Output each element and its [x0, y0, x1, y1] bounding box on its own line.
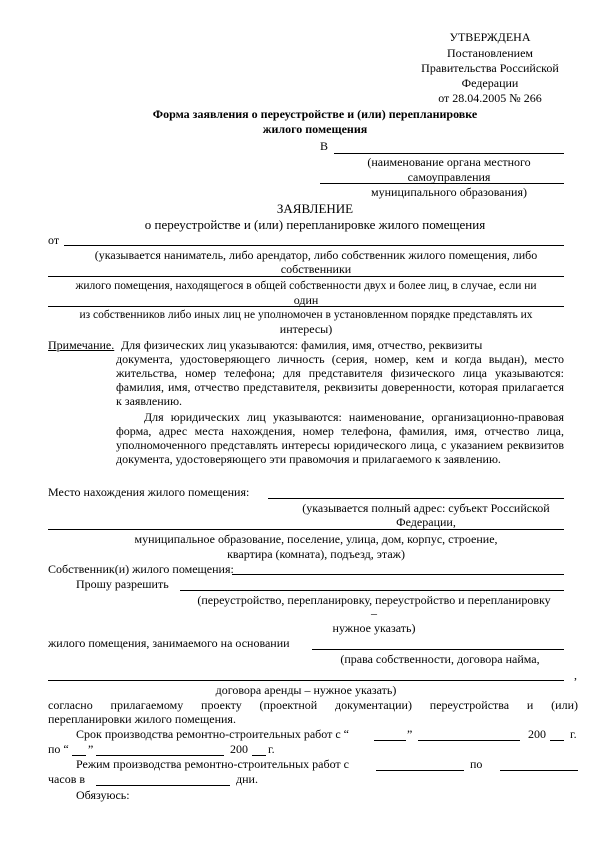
basis-label: жилого помещения, занимаемого на основании — [48, 636, 290, 650]
term-end-year-field[interactable] — [252, 755, 266, 756]
note-p1-first: Для физических лиц указываются: фамилия, имя, отчество, реквизиты — [121, 338, 483, 352]
term-start-year-field[interactable] — [550, 740, 564, 741]
statement-heading: ЗАЯВЛЕНИЕ — [276, 201, 354, 216]
from-hint-4: один — [293, 293, 319, 307]
request-field[interactable] — [180, 590, 564, 591]
from-field[interactable] — [64, 245, 564, 246]
term-quote-2: ” — [88, 742, 94, 756]
term-label: Срок производства ремонтно-строительных работ с “ — [76, 727, 349, 741]
request-hint-2: нужное указать) — [332, 621, 416, 635]
to-authority-field[interactable] — [334, 153, 564, 154]
term-g-2: г. — [268, 742, 275, 756]
basis-field-2[interactable] — [48, 680, 564, 681]
term-end-day-field[interactable] — [72, 755, 86, 756]
basis-field[interactable] — [312, 649, 564, 650]
to-hint-1: (наименование органа местного — [367, 155, 531, 169]
term-year-1: 200 — [528, 727, 546, 741]
from-hint-1: (указывается наниматель, либо арендатор, либо собственник жилого помещения, либо — [94, 248, 538, 262]
basis-hint-2: договора аренды – нужное указать) — [215, 683, 397, 697]
approval-line-4: Федерации — [461, 76, 519, 90]
approval-line-5: от 28.04.2005 № 266 — [438, 91, 542, 105]
term-quote-1: ” — [407, 727, 413, 741]
term-g-1: г. — [570, 727, 577, 741]
request-hint-1: (переустройство, перепланировку, переустройство и перепланировку — [197, 593, 551, 607]
project-line-1: согласно прилагаемому проекту (проектной документации) переустройства и (или) — [48, 698, 578, 712]
mode-from-field[interactable] — [376, 770, 464, 771]
location-field[interactable] — [268, 498, 564, 499]
approval-line-1: УТВЕРЖДЕНА — [449, 30, 531, 44]
form-title-line-1: Форма заявления о переустройстве и (или) перепланировке — [152, 107, 478, 121]
from-hint-3: жилого помещения, находящегося в общей собственности двух и более лиц, в случае, если ни — [75, 280, 537, 292]
statement-subheading: о переустройстве и (или) перепланировке жилого помещения — [144, 217, 486, 232]
location-hint-4: квартира (комната), подъезд, этаж) — [227, 547, 405, 561]
location-hint-2: Федерации, — [396, 515, 456, 529]
location-label: Место нахождения жилого помещения: — [48, 485, 250, 499]
mode-po: по — [470, 757, 483, 771]
from-prefix: от — [48, 233, 60, 247]
request-hint-dash: – — [371, 606, 377, 620]
from-field-3[interactable] — [48, 306, 564, 307]
location-hint-1: (указывается полный адрес: субъект Российской — [302, 501, 550, 515]
from-field-2[interactable] — [48, 276, 564, 277]
location-hint-3: муниципальное образование, поселение, улица, дом, корпус, строение, — [134, 532, 498, 546]
to-hint-2: самоуправления — [407, 170, 491, 184]
basis-comma: , — [574, 668, 577, 682]
term-year-2: 200 — [230, 742, 248, 756]
note-p2: Для юридических лиц указываются: наименование, организационно-правовая форма, адрес места нахождения, номер телефона, фамилия, имя, отчество лица, уполномоченного представлять интересы юридического лица, с указанием реквизитов документа, удостоверяющего эти правомочия и прилагаемого к заявлению. — [116, 410, 564, 466]
request-label: Прошу разрешить — [76, 577, 169, 591]
to-authority-field-2[interactable] — [320, 183, 564, 184]
mode-days: дни. — [236, 772, 258, 786]
location-field-2[interactable] — [48, 529, 564, 530]
obligation-label: Обязуюсь: — [76, 788, 130, 802]
mode-label: Режим производства ремонтно-строительных работ с — [76, 757, 349, 771]
term-end-month-field[interactable] — [96, 755, 224, 756]
owners-label: Собственник(и) жилого помещения: — [48, 562, 234, 576]
from-hint-6: интересы) — [279, 322, 333, 336]
mode-hours: часов в — [48, 772, 86, 786]
to-prefix: В — [320, 139, 329, 153]
from-hint-2: собственники — [280, 262, 352, 276]
from-hint-5: из собственников либо иных лиц не уполномочен в установленном порядке представлять их — [79, 309, 533, 321]
note-p1-rest: документа, удостоверяющего личность (серия, номер, кем и когда выдан), место жительства, номер телефона; для представителя физического лица указываются: фамилия, имя, отчество представителя, реквизиты доверенности, которая прилагается к заявлению. — [116, 352, 564, 408]
approval-line-3: Правительства Российской — [421, 61, 559, 75]
project-line-2: перепланировки жилого помещения. — [48, 712, 236, 726]
term-start-day-field[interactable] — [374, 740, 406, 741]
term-start-month-field[interactable] — [418, 740, 520, 741]
form-title-line-2: жилого помещения — [262, 122, 368, 136]
to-hint-3: муниципального образования) — [371, 185, 527, 199]
basis-hint-1: (права собственности, договора найма, — [340, 652, 540, 666]
term-po: по “ — [48, 742, 69, 756]
approval-line-2: Постановлением — [446, 46, 533, 60]
owners-field[interactable] — [232, 574, 564, 575]
mode-days-field[interactable] — [96, 785, 230, 786]
mode-to-field[interactable] — [500, 770, 578, 771]
note-label: Примечание. — [48, 338, 115, 352]
